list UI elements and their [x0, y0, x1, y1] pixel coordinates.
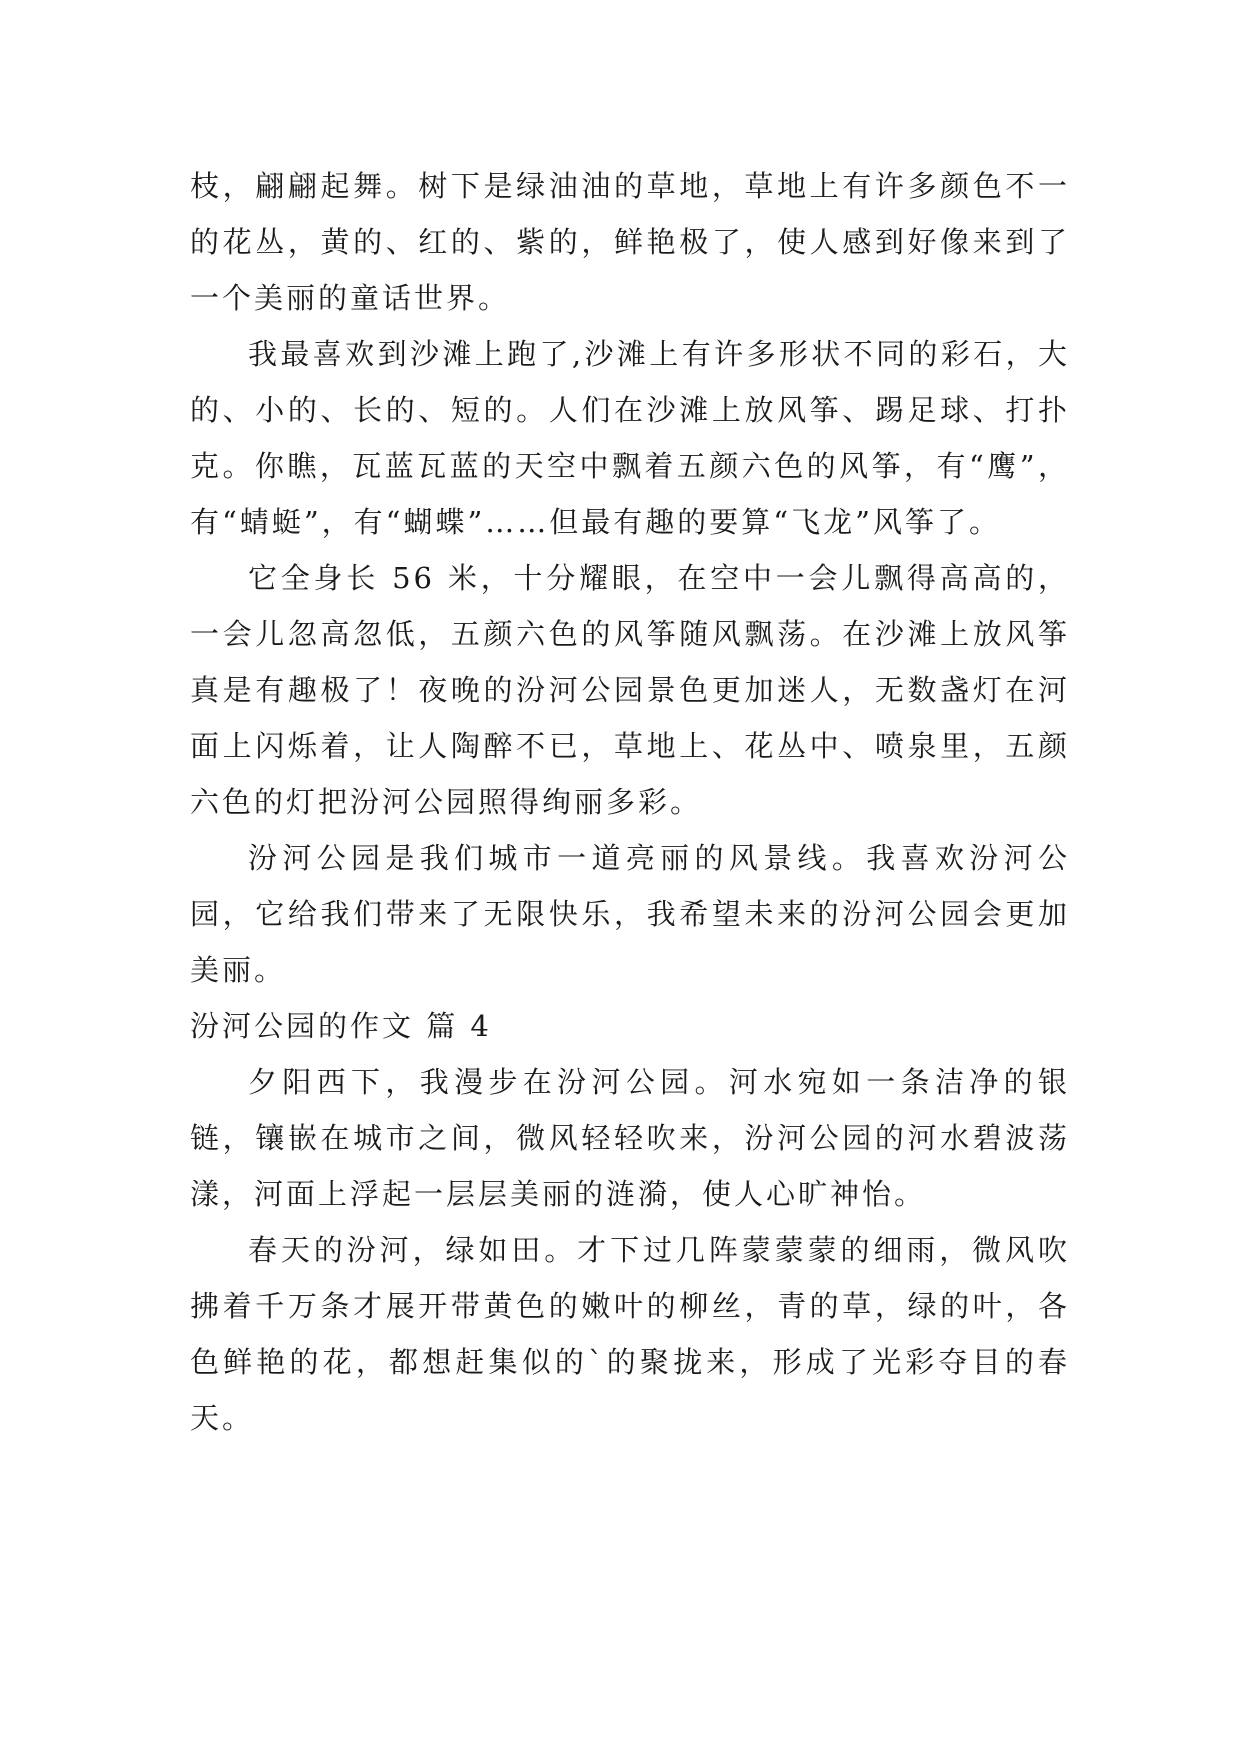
paragraph: 春天的汾河，绿如田。才下过几阵蒙蒙蒙的细雨，微风吹拂着千万条才展开带黄色的嫩叶的柳丝，青的草，绿的叶，各色鲜艳的花，都想赶集似的`的聚拢来，形成了光彩夺目的春天。	[190, 1233, 1070, 1435]
document-body	[190, 158, 1070, 1446]
paragraph: 我最喜欢到沙滩上跑了,沙滩上有许多形状不同的彩石，大的、小的、长的、短的。人们在沙滩上放风筝、踢足球、打扑克。你瞧，瓦蓝瓦蓝的天空中飘着五颜六色的风筝，有“鹰”，有“蜻蜓”，有“蝴蝶”……但最有趣的要算“飞龙”风筝了。	[190, 337, 1070, 539]
paragraph: 它全身长 56 米，十分耀眼，在空中一会儿飘得高高的，一会儿忽高忽低，五颜六色的风筝随风飘荡。在沙滩上放风筝真是有趣极了！夜晚的汾河公园景色更加迷人，无数盏灯在河面上闪烁着，让人陶醉不已，草地上、花丛中、喷泉里，五颜六色的灯把汾河公园照得绚丽多彩。	[190, 561, 1070, 819]
paragraph: 夕阳西下，我漫步在汾河公园。河水宛如一条洁净的银链，镶嵌在城市之间，微风轻轻吹来，汾河公园的河水碧波荡漾，河面上浮起一层层美丽的涟漪，使人心旷神怡。	[190, 1065, 1070, 1211]
paragraph-continuation: 枝，翩翩起舞。树下是绿油油的草地，草地上有许多颜色不一的花丛，黄的、红的、紫的，鲜艳极了，使人感到好像来到了一个美丽的童话世界。	[190, 169, 1070, 315]
paragraph: 汾河公园是我们城市一道亮丽的风景线。我喜欢汾河公园，它给我们带来了无限快乐，我希望未来的汾河公园会更加美丽。	[190, 841, 1070, 987]
section-heading: 汾河公园的作文 篇 4	[190, 1009, 492, 1043]
